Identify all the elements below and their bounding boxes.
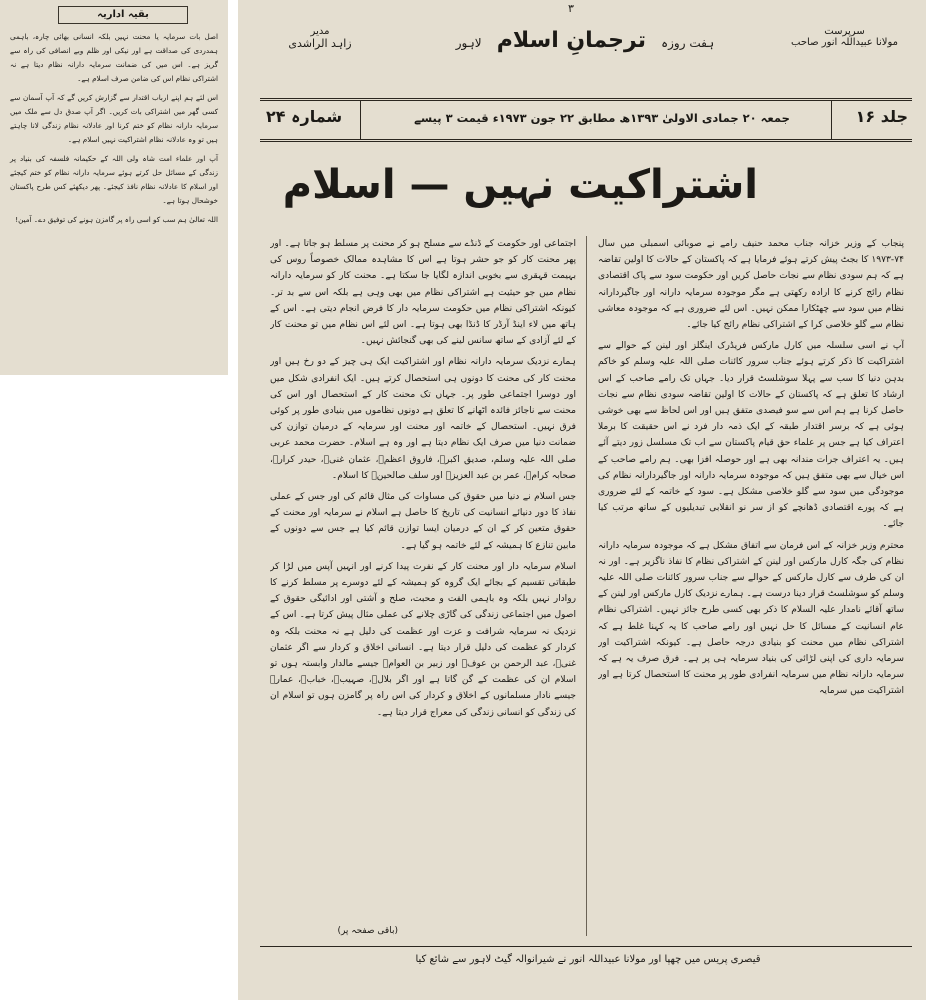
volume-number: جلد ۱۶: [855, 107, 908, 126]
masthead: [260, 14, 912, 126]
continuation-paragraph: اس لئے ہم اپنے ارباب اقتدار سے گزارش کریں گے کہ آپ آسمان سے کسی گھر میں اشتراکی بات کریں۔ اگر آپ صدق دل سے ملک میں سرمایہ دارانہ نظام کو ختم کرنا اور عادلانہ نظام زندگی لانا چاہتے ہیں تو وہ عادلانہ نظام اشتراکیت نہیں اسلام ہے۔: [10, 93, 218, 144]
editor-label: مدیر: [310, 26, 330, 37]
editor-block: [260, 26, 380, 50]
frequency: ہفت روزہ: [661, 36, 715, 50]
article-paragraph: اجتماعی اور حکومت کے ڈنڈے سے مسلح ہو کر محنت پر مسلط ہو جاتا ہے۔ اور پھر محنت کار کو جو حشر ہوتا ہے اس کا مشاہدہ ممالک خصوصاً روس کی بہیمت قہقری سے بخوبی اندازہ لگایا جا سکتا ہے۔ محنت کار کو سرمایہ دارانہ نظام میں جو حیثیت ہے اشتراکی نظام میں بھی وہی ہے بلکہ اس سے بد تر۔ کیونکہ اشتراکی نظام میں حکومت سرمایہ دار کا فرض انجام دیتی ہے۔ اس کے ہاتھ میں لاء اینڈ آرڈر کا ڈنڈا بھی ہوتا ہے۔ اس لئے اس نظام میں تو محنت کار کے لئے آزادی کے ساتھ سانس لینے کی بھی گنجائش نہیں۔: [270, 239, 576, 347]
patron-name: مولانا عبیداللہ انور صاحب: [791, 37, 898, 48]
editor-name: زاہد الراشدی: [288, 37, 352, 50]
article-paragraph: اسلام سرمایہ دار اور محنت کار کے نفرت پیدا کرنے اور انہیں آپس میں لڑا کر طبقاتی تقسیم کے بجائے ایک گروہ کو ہمیشہ کے لئے دوسرے پر مسلط کرنے کا روادار نہیں بلکہ وہ باہمی الفت و محبت، صلح و آشتی اور ادائیگی حقوق کے اصول میں اجتماعی زندگی کی گاڑی چلانے کی عملی مثال پیش کرتا ہے۔ اس کے نزدیک نہ سرمایہ شرافت و عزت اور عظمت کی دلیل ہے نہ محنت بلکہ وہ کردار کو عظمت کی دلیل قرار دیتا ہے۔ انسانی اخلاق و کردار سے اگر عثمان غنیؓ، عبد الرحمن بن عوفؓ اور زبیر بن العوامؓ جیسے مالدار وابستہ ہوں تو اسلام ان کی عظمت کے گن گاتا ہے اور اگر بلالؓ، صہیبؓ، خبابؓ، عمارؓ جیسے نادار مسلمانوں کے اخلاق و کردار کی اس راہ پر گامزن ہوں تو اسلام ان کی زندگی کو انسانی زندگی کی معراج قرار دیتا ہے۔: [270, 561, 576, 718]
bar-divider: [831, 101, 832, 139]
publication-name: ترجمانِ اسلام: [496, 28, 646, 53]
continuation-text: [10, 30, 218, 232]
article-paragraph: محترم وزیر خزانہ کے اس فرمان سے اتفاق مشکل ہے کہ موجودہ سرمایہ دارانہ نظام کی جگہ کارل مارکس اور لینن کے اشتراکی نظام کا نفاذ ناگزیر ہے۔ اور نہ ان کی طرف سے کارل مارکس کے حوالے سے جناب سرور کائنات صلی اللہ علیہ وسلم کو سوشلسٹ قرار دینا درست ہے۔ ہمارے نزدیک کارل مارکس اور لینن کے ساتھ آقائے نامدار علیہ السلام کا ذکر بھی کسی طرح جائز نہیں۔ اشتراکی نظام عام انسانیت کے مسائل کا حل نہیں اور رامے صاحب کا یہ کہنا غلط ہے کہ اشتراکی نظام میں محنت کو بنیادی درجہ حاصل ہے۔ کیونکہ اشتراکیت اور سرمایہ داری کی اپنی لڑائی کی بنیاد سرمایہ ہی پر ہے۔ فرق صرف یہ ہے کہ سرمایہ دارانہ نظام میں سرمایہ انفرادی طور پر محنت کا استحصال کرتا ہے اور اشتراکیت میں سرمایہ: [598, 540, 904, 697]
continuation-paragraph: اصل بات سرمایہ یا محنت نہیں بلکہ انسانی بھائی چارہ، باہمی ہمدردی کی صداقت ہے اور نیکی اور ظلم وبے انصافی کی راہ سے گریز ہے۔ اس میں کی ضمانت سرمایہ دارانہ نظام دیتا ہے نہ اشتراکی نظام اس کی ضامن صرف اسلام ہے۔: [10, 32, 218, 83]
column-rule: [586, 236, 587, 936]
issue-date: جمعہ ۲۰ جمادی الاولیٰ ۱۳۹۳ھ مطابق ۲۲ جون ۱۹۷۳ء قیمت ۳ پیسے: [414, 111, 790, 125]
continued-note: (باقی صفحہ پر): [337, 926, 398, 936]
continuation-heading-box: [58, 6, 188, 24]
continuation-paragraph: اللہ تعالیٰ ہم سب کو اسی راہ پر گامزن ہونے کی توفیق دے۔ آمین!: [15, 215, 218, 224]
newspaper-page: [238, 0, 926, 1000]
headline: اشتراکیت نہیں — اسلام: [282, 162, 758, 208]
publication-block: [420, 28, 750, 53]
footer-rule: [260, 946, 912, 947]
continuation-paragraph: آپ اور علماء امت شاہ ولی اللہ کے حکیمانہ فلسفہ کی بنیاد پر زندگی کے مسائل حل کرتے ہوئے سرمایہ دارانہ نظام کو ختم کیجئے اور اسلام کا عادلانہ نظام نافذ کیجئے۔ پھر دیکھئے کس طرح پاکستان خوشحال ہوتا ہے۔: [10, 154, 218, 205]
article-left-column: [270, 236, 576, 926]
issue-number: شمارہ ۲۴: [266, 107, 343, 126]
continuation-heading: بقیہ اداریہ: [97, 9, 149, 20]
patron-label: سرپرست: [824, 26, 865, 37]
article-paragraph: جس اسلام نے دنیا میں حقوق کی مساوات کی مثال قائم کی اور جس کے عملی نفاذ کا دور دنیائے انسانیت کی تاریخ کا حاصل ہے اسلام نے سرمایہ اور محنت کے حقوق متعین کر کے ان کے درمیان ایسا توازن قائم کیا ہے جس سے دونوں کے مابین تنازع کا ہمیشہ کے لئے خاتمہ ہو گیا ہے۔: [270, 492, 576, 551]
page-number: ۳: [568, 2, 574, 15]
printer-line: قیصری پریس میں چھپا اور مولانا عبیداللہ انور نے شیرانوالہ گیٹ لاہور سے شائع کیا: [415, 954, 761, 965]
dateline-bar: [260, 98, 912, 142]
article-paragraph: آپ نے اسی سلسلہ میں کارل مارکس فریڈرک اینگلز اور لینن کے حوالے سے اشتراکیت کا ذکر کرتے ہوئے جناب سرور کائنات صلی اللہ علیہ وسلم کو خاکم بدہن دنیا کا سب سے پہلا سوشلسٹ قرار دیا۔ جہاں تک رامے صاحب کے اس ارشاد کا تعلق ہے کہ پاکستان کے حالات کا اولین تقاضہ سودی نظام سے نجات حاصل کرنا ہے ہم اس سے سو فیصدی متفق ہیں اور اس لحاظ سے بھی خوشی ہوئی ہے کہ برسر اقتدار طبقہ کے ایک ذمہ دار فرد نے اس حقیقت کا برملا اعتراف کیا ہے جس پر علماء حق قیام پاکستان سے اب تک مسلسل زور دیتے آئے ہیں۔ یہ اعتراف جرات مندانہ بھی ہے اور حوصلہ افزا بھی۔ ہم رامے صاحب کے اس خیال سے بھی متفق ہیں کہ موجودہ سرمایہ دارانہ اور جاگیردارانہ نظام کی موجودگی میں سود سے گلو خلاصی مشکل ہے۔ سود کے خاتمہ کے لئے ضروری ہے کہ پورے اقتصادی ڈھانچے کو از سر نو انقلابی تبدیلیوں کے ساتھ مرتب کیا جائے۔: [598, 341, 904, 530]
article-right-column: [598, 236, 904, 936]
continuation-page: [0, 0, 228, 375]
article-paragraph: ہمارے نزدیک سرمایہ دارانہ نظام اور اشتراکیت ایک ہی چیز کے دو رخ ہیں اور محنت کار کی محنت کا دونوں ہی استحصال کرتے ہیں۔ ایک انفرادی شکل میں اور دوسرا اجتماعی طور پر۔ جہاں تک محنت کار کے استحصال اور اس کی محنت سے ناجائز فائدہ اٹھانے کا تعلق ہے دونوں نظاموں میں بنیادی طور پر کوئی فرق نہیں۔ استحصال کے خاتمہ اور محنت اور سرمایہ کے درمیان توازن کی ضمانت دنیا میں صرف ایک نظام دیتا ہے اور وہ ہے اسلام۔ حضرت محمد عربی صلی اللہ علیہ وسلم، صدیق اکبرؓ، فاروق اعظمؓ، عثمان غنیؓ، حیدر کرارؓ، صحابہ کرامؓ، عمر بن عبد العزیزؒ اور سلف صالحینؒ کا اسلام۔: [270, 357, 576, 481]
bar-divider: [360, 101, 361, 139]
article-paragraph: پنجاب کے وزیر خزانہ جناب محمد حنیف رامے نے صوبائی اسمبلی میں سال ۷۴-۱۹۷۳ کا بجٹ پیش کرتے ہوئے فرمایا ہے کہ پاکستان کے حالات کا اولین تقاضہ ہے کہ ہم سودی نظام سے نجات حاصل کریں اور حکومت سود سے پاک اقتصادی نظام رائج کرنے کا ارادہ رکھتی ہے مگر موجودہ سرمایہ دارانہ اور جاگیردارانہ نظام میں سود سے چھٹکارا ممکن نہیں۔ اس لئے ضروری ہے کہ موجودہ معاشی نظام سے گلو خلاصی کرا کے اشتراکی نظام رائج کیا جائے۔: [598, 239, 904, 331]
city: لاہور: [455, 36, 482, 50]
patron-block: [777, 26, 912, 48]
